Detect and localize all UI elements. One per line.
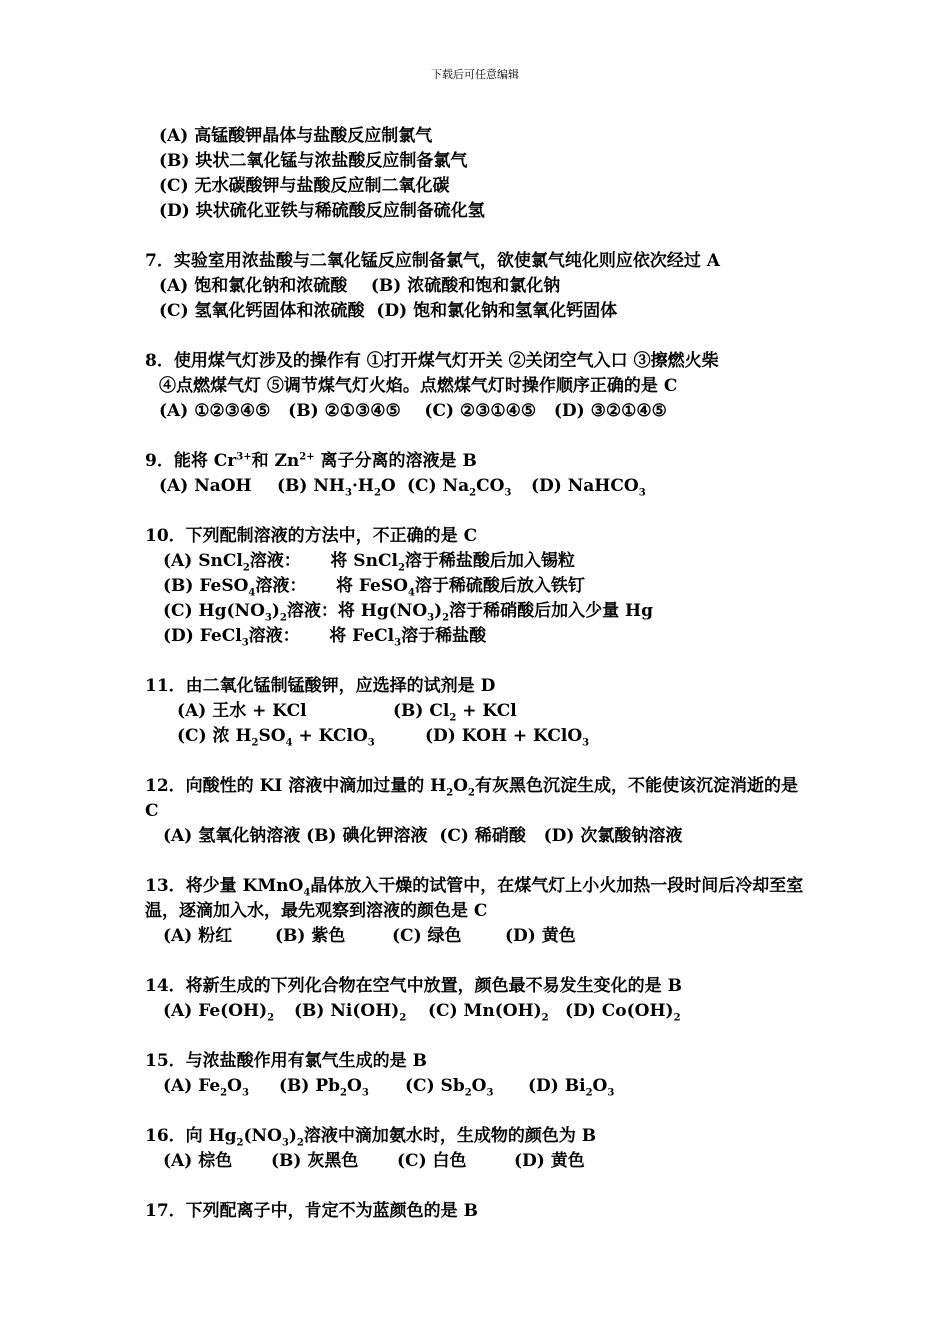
option-d: (D) 黄色 <box>505 926 576 946</box>
question-stem: 13．将少量 KMnO$_4$晶体放入干燥的试管中，在煤气灯上小火加热一段时间后冷却至室温，逐滴加入水，最先观察到溶液的颜色是 C <box>145 876 804 921</box>
question-6-options <box>145 124 825 224</box>
page-header: 下载后可任意编辑 <box>431 68 519 81</box>
question-stem: 8．使用煤气灯涉及的操作有 ①打开煤气灯开关 ②关闭空气入口 ③擦燃火柴 <box>145 351 719 371</box>
option-c: (C) 白色 <box>397 1151 467 1171</box>
options-line <box>145 1149 825 1174</box>
charge: 2+ <box>299 451 315 463</box>
charge: 3+ <box>236 451 252 463</box>
option-a: (A) $Fe_2O_3$ <box>163 1076 249 1099</box>
option-a: (A) NaOH <box>159 476 252 496</box>
question-13 <box>145 874 825 949</box>
question-stem-continued: ④点燃煤气灯 ⑤调节煤气灯火焰。点燃煤气灯时操作顺序正确的是 C <box>159 376 678 396</box>
question-stem: 16．向 $Hg_2(NO_3)_2$溶液中滴加氨水时，生成物的颜色为 B <box>145 1126 597 1149</box>
option-b: (B) $NH_3\cdot H_2O$ <box>277 476 396 499</box>
question-12 <box>145 774 825 849</box>
option-a: (A) 棕色 <box>163 1151 233 1171</box>
option-c: (C) 绿色 <box>392 926 462 946</box>
question-stem: 10．下列配制溶液的方法中，不正确的是 C <box>145 526 478 546</box>
stem-text: 和 Zn <box>251 451 300 471</box>
options-line: (A) ①②③④⑤ (B) ②①③④⑤ (C) ②③①④⑤ (D) ③②①④⑤ <box>159 401 667 421</box>
question-stem: 7．实验室用浓盐酸与二氧化锰反应制备氯气，欲使氯气纯化则应依次经过 A <box>145 251 720 271</box>
option-a: (A) SnCl$_2$溶液： 将 SnCl$_2$溶于稀盐酸后加入锡粒 <box>163 551 575 574</box>
option-b: (B) 紫色 <box>275 926 346 946</box>
question-8 <box>145 349 825 424</box>
options-line-1: (A) 饱和氯化钠和浓硫酸 (B) 浓硫酸和饱和氯化钠 <box>159 276 561 296</box>
options-line-2 <box>145 724 825 749</box>
option-b: (B) $Pb_2O_3$ <box>279 1076 369 1099</box>
option-c: (C) 无水碳酸钾与盐酸反应制二氧化碳 <box>159 176 450 196</box>
option-b: (B) 块状二氧化锰与浓盐酸反应制备氯气 <box>159 151 468 171</box>
question-stem: 17．下列配离子中，肯定不为蓝颜色的是 B <box>145 1201 478 1221</box>
question-stem <box>145 449 825 474</box>
options-line-1 <box>145 699 825 724</box>
option-a: (A) 王水 + KCl <box>177 701 307 721</box>
question-stem: 11．由二氧化锰制锰酸钾，应选择的试剂是 D <box>145 676 496 696</box>
question-17 <box>145 1199 825 1224</box>
options-line-2: (C) 氢氧化钙固体和浓硫酸 (D) 饱和氯化钠和氢氧化钙固体 <box>159 301 618 321</box>
option-d: (D) FeCl$_3$溶液： 将 FeCl$_3$溶于稀盐酸 <box>163 626 487 649</box>
option-d: (D) $Co(OH)_2$ <box>565 1001 681 1024</box>
options-line <box>145 999 825 1024</box>
question-stem: 12．向酸性的 KI 溶液中滴加过量的 $H_2O_2$有灰黑色沉淀生成，不能使该沉淀消逝的是 C <box>145 776 798 821</box>
question-list <box>145 124 825 1224</box>
option-d: (D) $Bi_2O_3$ <box>528 1076 615 1099</box>
option-a: (A) 粉红 <box>163 926 233 946</box>
option-d: (D) 块状硫化亚铁与稀硫酸反应制备硫化氢 <box>159 201 485 221</box>
question-16 <box>145 1124 825 1174</box>
question-stem: 15．与浓盐酸作用有氯气生成的是 B <box>145 1051 427 1071</box>
option-d: (D) 黄色 <box>514 1151 585 1171</box>
option-c: (C) 浓 $H_2SO_4$ + KClO$_3$ <box>177 726 375 749</box>
option-a: (A) $Fe(OH)_2$ <box>163 1001 275 1024</box>
question-14 <box>145 974 825 1024</box>
question-15 <box>145 1049 825 1099</box>
stem-text: 9．能将 Cr <box>145 451 237 471</box>
question-stem: 14．将新生成的下列化合物在空气中放置，颜色最不易发生变化的是 B <box>145 976 682 996</box>
option-c: (C) $Sb_2O_3$ <box>405 1076 494 1099</box>
question-7 <box>145 249 825 324</box>
options-line <box>145 1074 825 1099</box>
options-line: (A) 氢氧化钠溶液 (B) 碘化钾溶液 (C) 稀硝酸 (D) 次氯酸钠溶液 <box>163 826 683 846</box>
question-10 <box>145 524 825 649</box>
question-9 <box>145 449 825 499</box>
option-b: (B) $Ni(OH)_2$ <box>294 1001 407 1024</box>
stem-text: 离子分离的溶液是 B <box>314 451 477 471</box>
option-a: (A) 高锰酸钾晶体与盐酸反应制氯气 <box>159 126 433 146</box>
option-c: (C) $Mn(OH)_2$ <box>428 1001 549 1024</box>
options-line <box>145 474 825 499</box>
option-d: (D) NaHCO$_3$ <box>531 476 646 499</box>
option-d: (D) KOH + KClO$_3$ <box>425 726 590 749</box>
option-b: (B) FeSO$_4$溶液： 将 FeSO$_4$溶于稀硫酸后放入铁钉 <box>163 576 585 599</box>
question-11 <box>145 674 825 749</box>
option-b: (B) $Cl_2$ + KCl <box>393 701 517 724</box>
option-b: (B) 灰黑色 <box>271 1151 359 1171</box>
option-c: (C) $Na_2CO_3$ <box>407 476 512 499</box>
option-c: (C) $Hg(NO_3)_2$溶液：将 $Hg(NO_3)_2$溶于稀硝酸后加入少量 Hg <box>163 601 653 624</box>
options-line <box>145 924 825 949</box>
